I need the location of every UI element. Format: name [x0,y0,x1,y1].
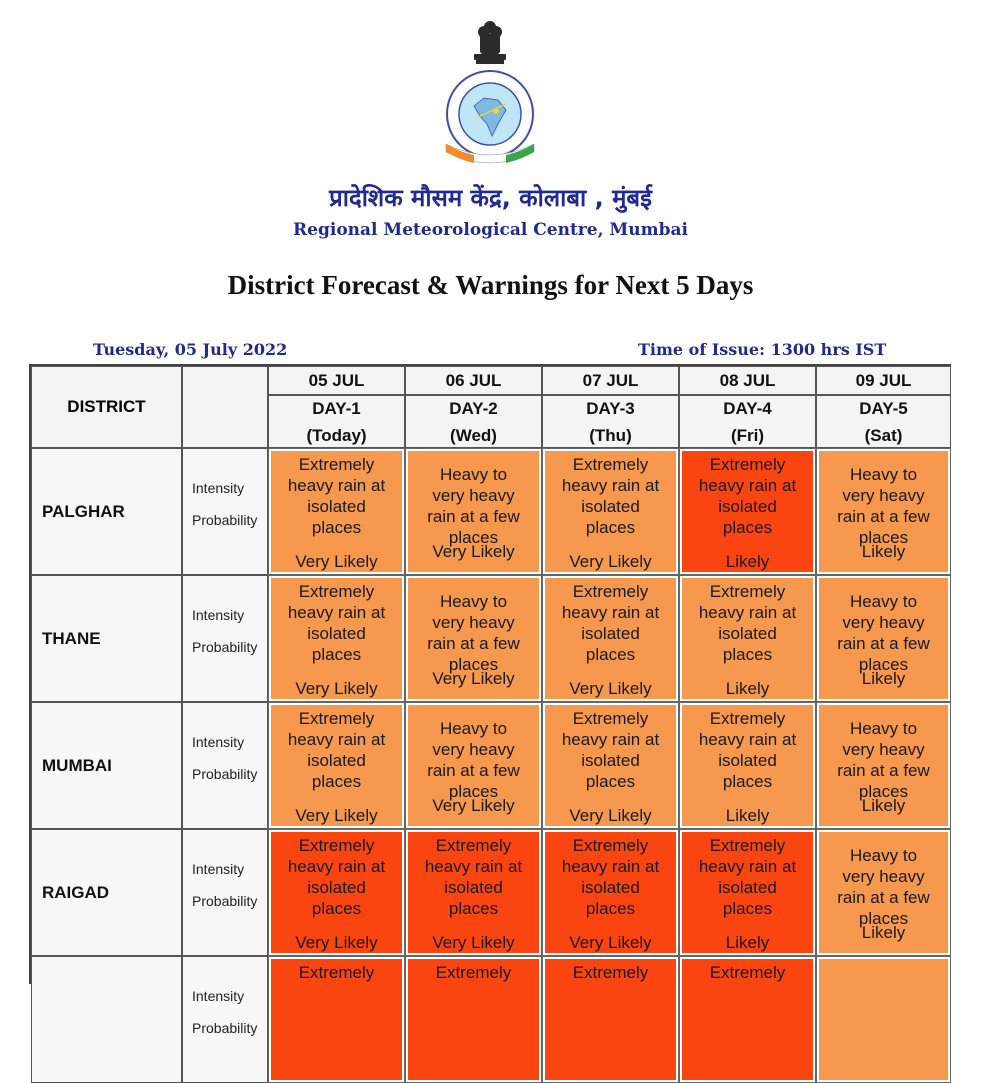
intensity-text: Extremely heavy rain at isolated places [287,836,386,918]
intensity-text: Heavy to very heavy rain at a few places [837,719,930,801]
district-name [31,956,182,1083]
intensity-text: Extremely heavy rain at isolated places [561,582,660,664]
intensity-text: Extremely heavy rain at isolated places [287,455,386,537]
column-weekday: (Fri) [730,425,765,445]
intensity-text: Extremely heavy rain at isolated places [287,709,386,791]
intensity-text: Extremely heavy rain at isolated places [698,709,797,791]
intensity-text: Extremely [298,963,375,982]
column-day-number: DAY-4 [723,398,772,418]
district-name: THANE [31,575,182,702]
intensity-text: Extremely heavy rain at isolated places [287,582,386,664]
district-name: RAIGAD [31,829,182,956]
forecast-cell [405,702,542,829]
document-heading: District Forecast & Warnings for Next 5 Days [227,270,754,300]
probability-text: Likely [725,552,770,571]
column-day [816,395,951,448]
row-labels [182,829,268,956]
probability-text: Likely [725,806,770,825]
forecast-cell [679,956,816,1083]
forecast-cell [268,702,405,829]
intensity-label: Intensity [192,480,245,496]
column-day [405,395,542,448]
column-weekday: (Sat) [864,425,903,445]
hindi-title: प्रादेशिक मौसम केंद्र, कोलाबा , मुंबई [329,184,652,212]
forecast-cell [679,575,816,702]
intensity-text: Heavy to very heavy rain at a few places [427,465,520,547]
probability-text: Very Likely [295,552,378,571]
intensity-text: Extremely heavy rain at isolated places [561,709,660,791]
district-name: PALGHAR [31,448,182,575]
forecast-cell [542,702,679,829]
probability-text: Likely [861,923,906,942]
forecast-cell [268,829,405,956]
intensity-label: Intensity [192,607,245,623]
intensity-text: Extremely heavy rain at isolated places [424,836,523,918]
column-day-number: DAY-5 [859,398,908,418]
intensity-label: Intensity [192,734,245,750]
probability-text: Likely [861,796,906,815]
forecast-cell [405,956,542,1083]
forecast-cell [542,829,679,956]
column-date: 08 JUL [679,366,816,395]
intensity-text: Heavy to very heavy rain at a few places [837,592,930,674]
intensity-text: Heavy to very heavy rain at a few places [427,719,520,801]
district-name: MUMBAI [31,702,182,829]
imd-emblem-logo [440,16,540,166]
forecast-cell [679,829,816,956]
probability-text: Likely [725,679,770,698]
row-labels [182,702,268,829]
probability-label: Probability [192,639,258,655]
intensity-label: Intensity [192,861,245,877]
intensity-text: Extremely [709,963,786,982]
probability-text: Very Likely [569,552,652,571]
forecast-cell [405,448,542,575]
issue-date: Tuesday, 05 July 2022 [93,340,288,359]
column-weekday: (Thu) [589,425,632,445]
column-date: 06 JUL [405,366,542,395]
probability-text: Very Likely [432,796,515,815]
probability-text: Very Likely [295,679,378,698]
intensity-text: Extremely heavy rain at isolated places [698,582,797,664]
intensity-label: Intensity [192,988,245,1004]
forecast-cell [816,448,951,575]
forecast-cell [816,956,951,1083]
probability-label: Probability [192,893,258,909]
probability-text: Very Likely [569,806,652,825]
probability-text: Very Likely [295,806,378,825]
label-column-header [182,366,268,448]
forecast-cell [542,956,679,1083]
column-date: 05 JUL [268,366,405,395]
intensity-text: Extremely heavy rain at isolated places [561,455,660,537]
probability-label: Probability [192,512,258,528]
district-column-header: DISTRICT [31,366,182,448]
probability-text: Very Likely [432,669,515,688]
forecast-cell [405,829,542,956]
column-weekday: (Wed) [450,425,497,445]
column-day-number: DAY-2 [449,398,498,418]
forecast-cell [542,448,679,575]
forecast-cell [679,448,816,575]
forecast-table [29,364,951,1036]
english-title: Regional Meteorological Centre, Mumbai [293,220,688,240]
intensity-text: Extremely [572,963,649,982]
probability-text: Very Likely [569,679,652,698]
intensity-text: Heavy to very heavy rain at a few places [427,592,520,674]
column-day [542,395,679,448]
column-day [679,395,816,448]
intensity-text: Heavy to very heavy rain at a few places [837,846,930,928]
intensity-text: Extremely heavy rain at isolated places [698,455,797,537]
column-day [268,395,405,448]
intensity-text: Extremely [435,963,512,982]
probability-label: Probability [192,1020,258,1036]
intensity-text: Heavy to very heavy rain at a few places [837,465,930,547]
probability-text: Likely [861,542,906,561]
probability-label: Probability [192,766,258,782]
forecast-cell [542,575,679,702]
column-date: 09 JUL [816,366,951,395]
row-labels [182,448,268,575]
probability-text: Very Likely [432,933,515,952]
forecast-cell [268,448,405,575]
forecast-cell [816,829,951,956]
forecast-cell [268,575,405,702]
probability-text: Likely [725,933,770,952]
probability-text: Very Likely [432,542,515,561]
probability-text: Likely [861,669,906,688]
column-weekday: (Today) [306,425,367,445]
forecast-cell [816,575,951,702]
column-date: 07 JUL [542,366,679,395]
forecast-cell [679,702,816,829]
forecast-cell [405,575,542,702]
forecast-cell [268,956,405,1083]
intensity-text: Extremely heavy rain at isolated places [698,836,797,918]
column-day-number: DAY-1 [312,398,361,418]
probability-text: Very Likely [569,933,652,952]
time-of-issue: Time of Issue: 1300 hrs IST [638,340,887,359]
forecast-cell [816,702,951,829]
column-day-number: DAY-3 [586,398,635,418]
probability-text: Very Likely [295,933,378,952]
row-labels [182,956,268,1083]
intensity-text: Extremely heavy rain at isolated places [561,836,660,918]
row-labels [182,575,268,702]
